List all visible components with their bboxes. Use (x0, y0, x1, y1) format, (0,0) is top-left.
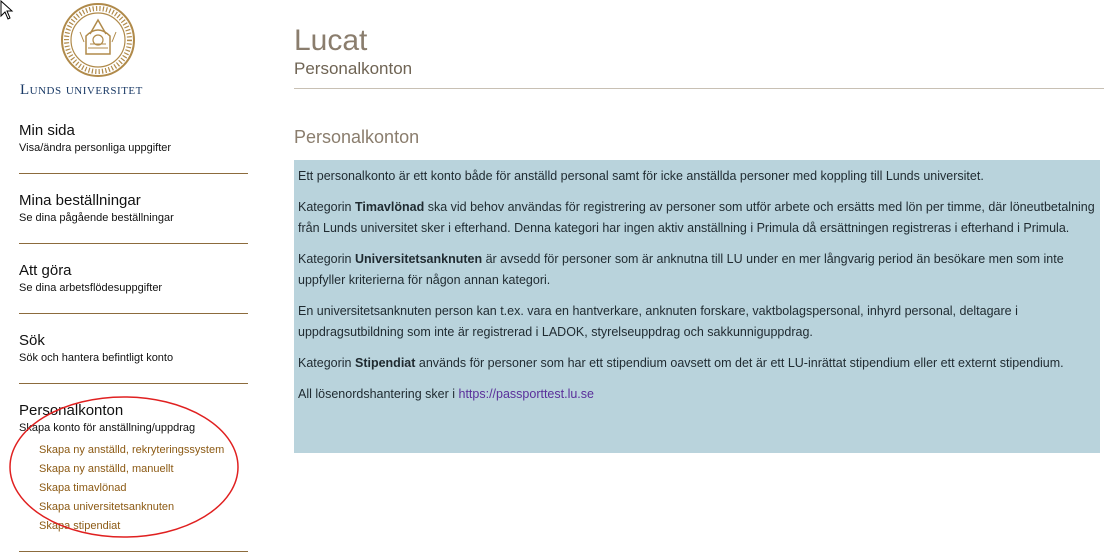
text-span: ska vid behov användas för registrering av personer som utför arbete och ersätts med lön per timme, där löneutbetalning från Lunds universitet sker i efterhand. Denna kategori har ingen aktiv anställning i Primula då ersättningen registreras i efterhand i Primula. (298, 200, 1095, 235)
category-name: Stipendiat (354, 356, 416, 370)
personalkonton-submenu (19, 441, 248, 536)
text-span: Kategorin (298, 252, 355, 266)
link-skapa-ny-anstalld-manuellt[interactable]: Skapa ny anställd, manuellt (39, 463, 174, 475)
sidebar-nav (19, 104, 248, 536)
sidebar-item-subtitle: Se dina pågående beställningar (19, 212, 174, 224)
sidebar-item-mina-bestallningar[interactable] (19, 174, 248, 244)
app-subtitle: Personalkonton (294, 59, 413, 78)
sidebar-item-title: Personalkonton (19, 402, 124, 419)
divider (19, 551, 248, 552)
sidebar-item-subtitle: Skapa konto för anställning/uppdrag (19, 422, 196, 434)
passport-link[interactable]: https://passporttest.lu.se (458, 387, 594, 401)
header-divider (294, 88, 1104, 89)
info-paragraph: Ett personalkonto är ett konto både för anställd personal samt för icke anställda personer med koppling till Lunds universitet. (298, 169, 984, 183)
text-span: är avsedd för personer som är anknutna till LU under en mer långvarig period än besökare men som inte uppfyller kriterierna för någon annan kategori. (298, 252, 1064, 287)
sidebar-item-min-sida[interactable] (19, 104, 248, 174)
sidebar-item-title: Sök (19, 332, 45, 349)
sidebar-item-title: Att göra (19, 262, 72, 279)
text-span: används för personer som har ett stipendium oavsett om det är ett LU-inrättat stipendium eller ett externt stipendium. (415, 356, 1064, 370)
link-skapa-universitetsanknuten[interactable]: Skapa universitetsanknuten (39, 501, 175, 513)
sidebar-item-subtitle: Visa/ändra personliga uppgifter (19, 142, 172, 154)
sidebar-item-att-gora[interactable] (19, 244, 248, 314)
info-paragraph (298, 249, 1096, 291)
info-paragraph: En universitetsanknuten person kan t.ex. vara en hantverkare, anknuten forskare, vaktbolagspersonal, inhyrd personal, deltagare i uppdragsutbildning som inte är registrerad i LADOK, styrelseuppdrag och sakkunniguppdrag. (298, 304, 1018, 339)
sidebar-item-title: Min sida (19, 122, 75, 139)
text-span: Kategorin (298, 200, 355, 214)
sidebar-item-sok[interactable] (19, 314, 248, 384)
link-skapa-timavlonad[interactable]: Skapa timavlönad (39, 482, 127, 494)
sidebar-item-title: Mina beställningar (19, 192, 141, 209)
info-paragraph (298, 353, 1096, 374)
university-name: Lunds universitet (20, 82, 143, 98)
text-span: Kategorin (298, 356, 355, 370)
info-paragraph (298, 197, 1096, 239)
info-paragraph (298, 384, 1096, 405)
link-skapa-ny-anstalld-rekryteringssystem[interactable]: Skapa ny anställd, rekryteringssystem (39, 444, 225, 456)
app-title: Lucat (294, 24, 368, 57)
sidebar-item-personalkonton[interactable] (19, 384, 248, 536)
university-seal-icon (60, 2, 136, 78)
link-skapa-stipendiat[interactable]: Skapa stipendiat (39, 520, 121, 532)
category-name: Universitetsanknuten (354, 252, 483, 266)
page-title: Personalkonton (294, 127, 420, 147)
sidebar-item-subtitle: Se dina arbetsflödesuppgifter (19, 282, 163, 294)
info-box (294, 160, 1100, 453)
university-logo[interactable] (18, 2, 180, 98)
text-span: All lösenordshantering sker i (298, 387, 459, 401)
mouse-pointer-icon (0, 0, 14, 20)
category-name: Timavlönad (354, 200, 425, 214)
sidebar-item-subtitle: Sök och hantera befintligt konto (19, 352, 174, 364)
